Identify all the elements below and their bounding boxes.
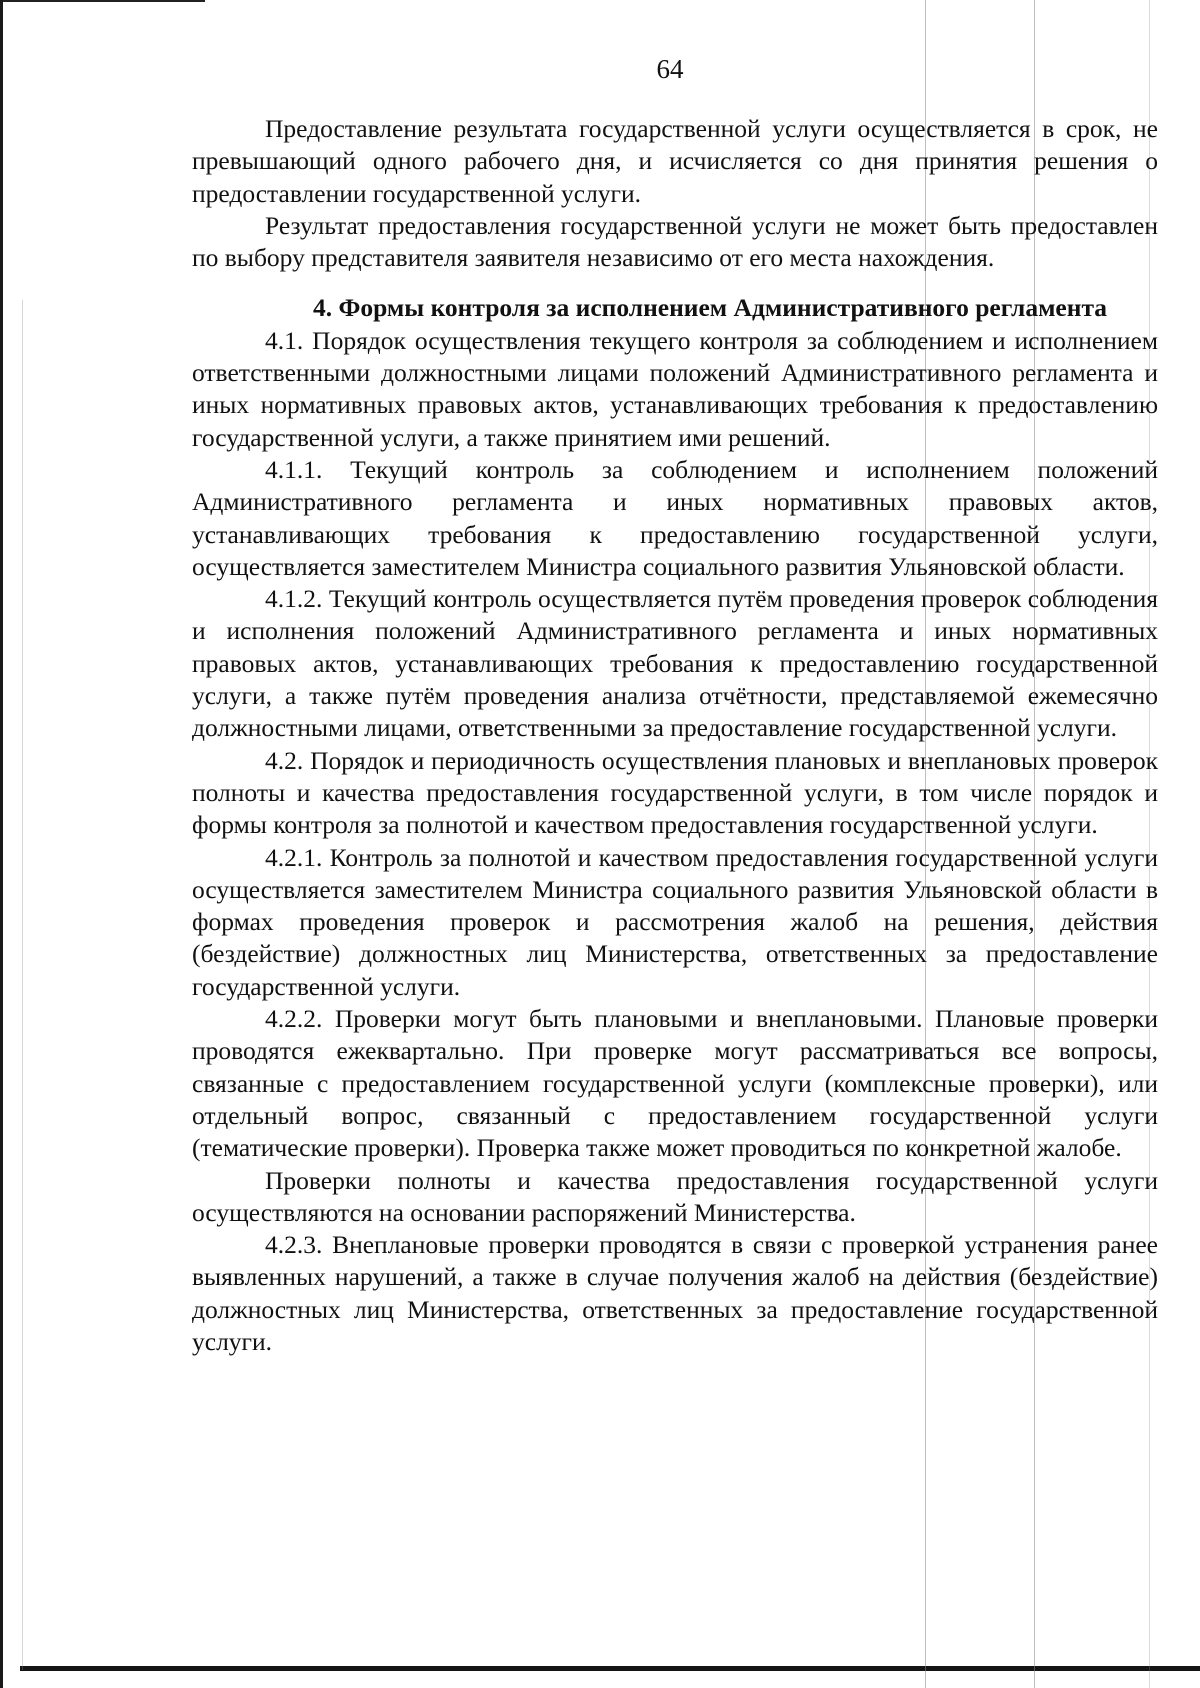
scan-edge-bottom (20, 1666, 1200, 1671)
document-body (192, 113, 1158, 1358)
paragraph: 4.2.3. Внеплановые проверки проводятся в связи с проверкой устранения ранее выявленных нарушений, а также в случае получения жалоб на действия (бездействие) должностных лиц Министерства, ответственных за предоставление государственной услуги. (192, 1230, 1158, 1356)
paragraph: Проверки полноты и качества предоставления государственной услуги осуществляются на основании распоряжений Министерства. (192, 1165, 1158, 1227)
paragraph: 4.1. Порядок осуществления текущего контроля за соблюдением и исполнением ответственными должностными лицами положений Административного регламента и иных нормативных правовых актов, устанавливающих требования к предоставлению государственной услуги, а также принятием ими решений. (192, 325, 1158, 452)
paragraph: 4.2.2. Проверки могут быть плановыми и внеплановыми. Плановые проверки проводятся ежеквартально. При проверке могут рассматриваться все вопросы, связанные с предоставлением государственной услуги (комплексные проверки), или отдельный вопрос, связанный с предоставлением государственной услуги (тематические проверки). Проверка также может проводиться по конкретной жалобе. (192, 1004, 1158, 1163)
scan-edge-top (0, 0, 205, 2)
section-heading: 4. Формы контроля за исполнением Административного регламента (312, 293, 1108, 323)
paragraph: 4.2.1. Контроль за полнотой и качеством предоставления государственной услуги осуществляется заместителем Министра социального развития Ульяновской области в формах проведения проверок и рассмотрения жалоб на решения, действия (бездействие) должностных лиц Министерства, ответственных за предоставление государственной услуги. (192, 842, 1158, 1001)
paragraph: 4.2. Порядок и периодичность осуществления плановых и внеплановых проверок полноты и качества предоставления государственной услуги, в том числе порядок и формы контроля за полнотой и качеством предоставления государственной услуги. (192, 745, 1158, 840)
page-number: 64 (656, 54, 684, 84)
paragraph: 4.1.1. Текущий контроль за соблюдением и исполнением положений Административного регламента и иных нормативных правовых актов, устанавливающих требования к предоставлению государственной услуги, осуществляется заместителем Министра социального развития Ульяновской области. (192, 454, 1158, 581)
scan-fold-line (22, 300, 23, 1670)
paragraph: Результат предоставления государственной услуги не может быть предоставлен по выбору представителя заявителя независимо от его места нахождения. (192, 210, 1158, 273)
paragraph: 4.1.2. Текущий контроль осуществляется путём проведения проверок соблюдения и исполнения положений Административного регламента и иных нормативных правовых актов, устанавливающих требования к предоставлению государственной услуги, а также путём проведения анализа отчётности, представляемой ежемесячно должностными лицами, ответственными за предоставление государственной услуги. (192, 584, 1158, 743)
scan-edge-left (0, 0, 3, 1688)
paragraph: Предоставление результата государственной услуги осуществляется в срок, не превышающий одного рабочего дня, и исчисляется со дня принятия решения о предоставлении государственной услуги. (192, 114, 1158, 208)
